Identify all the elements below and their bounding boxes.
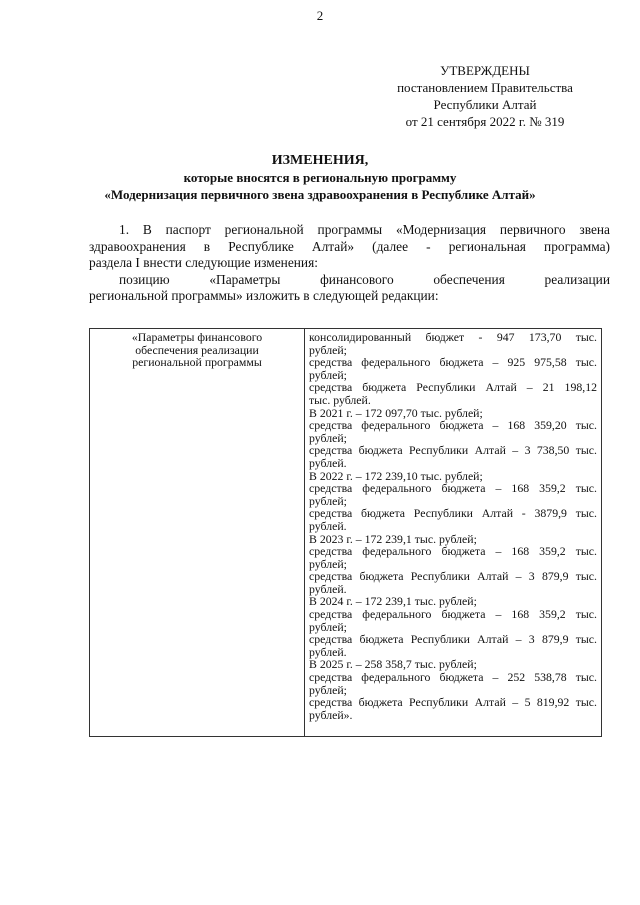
cell-line: В 2024 г. – 172 239,1 тыс. рублей; [309, 594, 477, 609]
title-line: которые вносятся в региональную программу [183, 170, 457, 185]
cell-line: рублей». [309, 707, 353, 722]
cell-line: В 2025 г. – 258 358,7 тыс. рублей; [309, 657, 477, 672]
cell-line: рублей. [309, 581, 347, 596]
cell-line: В 2021 г. – 172 097,70 тыс. рублей; [309, 405, 483, 420]
cell-line: рублей. [309, 455, 347, 470]
text-line: здравоохранения в Республике Алтай» (далее - региональная программа) [89, 238, 610, 254]
cell-line: средства федерального бюджета – 168 359,2 тыс. [309, 607, 597, 622]
cell-line: рублей. [309, 518, 347, 533]
cell-line: средства бюджета Республики Алтай – 5 819,92 тыс. [309, 695, 597, 710]
title-line: «Модернизация первичного звена здравоохранения в Республике Алтай» [104, 187, 536, 202]
cell-line: рублей. [309, 644, 347, 659]
page-number: 2 [316, 8, 324, 23]
cell-line: тыс. рублей. [309, 392, 371, 407]
position-name-cell [90, 329, 305, 737]
cell-line: рублей; [309, 430, 347, 445]
cell-line: рублей; [309, 367, 347, 382]
cell-line: рублей; [309, 342, 347, 357]
cell-line: средства бюджета Республики Алтай – 21 198,12 [309, 380, 597, 395]
cell-line: региональной программы [132, 355, 262, 370]
cell-line: средства бюджета Республики Алтай – 3 879,9 тыс. [309, 632, 597, 647]
approval-stamp [370, 62, 600, 130]
table-row [90, 329, 602, 737]
approval-date: от 21 сентября 2022 г. № 319 [405, 114, 565, 129]
cell-line: средства бюджета Республики Алтай - 3879,9 тыс. [309, 506, 597, 521]
title-line: ИЗМЕНЕНИЯ, [271, 153, 369, 168]
cell-line: средства бюджета Республики Алтай – 3 738,50 тыс. [309, 443, 597, 458]
intro-text [89, 222, 610, 305]
financing-parameters-table [89, 328, 602, 737]
cell-line: рублей; [309, 556, 347, 571]
paragraph-2 [89, 272, 610, 305]
cell-line: рублей; [309, 619, 347, 634]
approval-line: постановлением Правительства [397, 80, 573, 95]
text-line: позицию «Параметры финансового обеспечения реализации [119, 271, 610, 287]
cell-line: В 2023 г. – 172 239,1 тыс. рублей; [309, 531, 477, 546]
cell-line: рублей; [309, 493, 347, 508]
cell-line: «Параметры финансового [131, 330, 263, 344]
cell-line: средства федерального бюджета – 925 975,58 тыс. [309, 355, 597, 370]
cell-line: средства федерального бюджета – 168 359,2 тыс. [309, 544, 597, 559]
cell-line: средства федерального бюджета – 168 359,2 тыс. [309, 481, 597, 496]
approval-heading: УТВЕРЖДЕНЫ [440, 63, 530, 78]
cell-line: средства бюджета Республики Алтай – 3 879,9 тыс. [309, 569, 597, 584]
approval-line: Республики Алтай [433, 97, 537, 112]
text-line: 1. В паспорт региональной программы «Модернизация первичного звена [119, 222, 610, 237]
cell-line: консолидированный бюджет - 947 173,70 тыс. [309, 330, 597, 344]
position-value-cell [305, 329, 602, 737]
cell-line: средства федерального бюджета – 252 538,78 тыс. [309, 670, 597, 685]
paragraph-1 [89, 222, 610, 272]
text-line: раздела I внести следующие изменения: [89, 255, 318, 271]
cell-line: обеспечения реализации [135, 342, 259, 357]
cell-line: В 2022 г. – 172 239,10 тыс. рублей; [309, 468, 483, 483]
cell-line: средства федерального бюджета – 168 359,20 тыс. [309, 418, 597, 433]
document-title [0, 152, 640, 203]
cell-line: рублей; [309, 682, 347, 697]
text-line: региональной программы» изложить в следующей редакции: [89, 288, 439, 304]
